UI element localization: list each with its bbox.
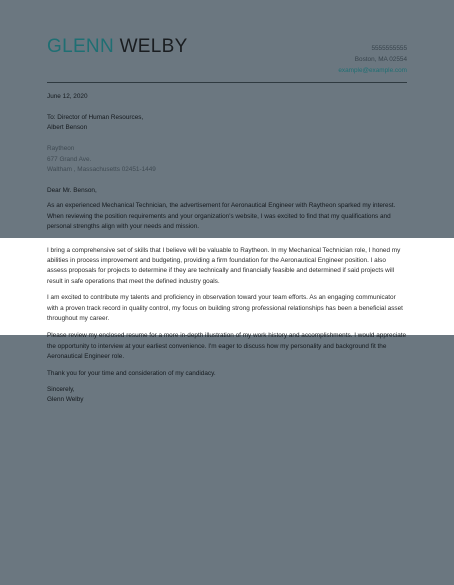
salutation: Dear Mr. Benson,	[47, 186, 97, 194]
recipient-line-2: Albert Benson	[47, 124, 88, 132]
recipient-line-1: To: Director of Human Resources,	[47, 113, 144, 121]
signature-name: Glenn Welby	[47, 396, 84, 404]
paragraph-intro: As an experienced Mechanical Technician, the advertisement for Aeronautical Engineer with Raytheon sparked my interest. When reviewing the position requirements and your organization's website, I was excited to find that my qualifications and personal strengths align with your needs and mission.	[47, 202, 396, 231]
letter-header	[47, 36, 407, 82]
address-line-2: Waltham , Massachusetts 02451-1449	[47, 166, 156, 174]
letter-date: June 12, 2020	[47, 93, 88, 100]
paragraph-contribution: I am excited to contribute my talents and proficiency in observation toward your team efforts. As an engaging communicator with a proven track record in quality control, my focus on building strong professional relationships has been a beneficial asset throughout my career.	[47, 294, 403, 322]
contact-block	[338, 43, 407, 76]
email-address: example@example.com	[338, 67, 407, 74]
company-name: Raytheon	[47, 145, 75, 153]
letter-body	[47, 92, 407, 406]
paragraph-thanks: Thank you for your time and consideration of my candidacy.	[47, 369, 216, 377]
last-name: WELBY	[119, 36, 188, 57]
paragraph-skills: I bring a comprehensive set of skills that I believe will be valuable to Raytheon. In my Mechanical Technician role, I honed my abilities in process improvement and budgeting, providing a firm foundation for the Aeronautical Engineer position. I also assess proposals for projects to determine if they are technically and financially feasible and determined if said projects will result in safe operations that meet the defined industry goals.	[47, 246, 401, 285]
closing: Sincerely,	[47, 386, 75, 394]
header-divider	[47, 82, 407, 83]
first-name: GLENN	[47, 36, 114, 57]
applicant-name	[47, 36, 188, 58]
location: Boston, MA 02554	[354, 56, 407, 63]
address-line-1: 677 Grand Ave.	[47, 155, 92, 163]
phone-number: 5555555555	[371, 45, 407, 52]
paragraph-closing-request: Please review my enclosed resume for a more in-depth illustration of my work history and accomplishments. I would appreciate the opportunity to interview at your earliest convenience. I'm eager to discuss how my personality and background fit the Aeronautical Engineer role.	[47, 332, 407, 361]
